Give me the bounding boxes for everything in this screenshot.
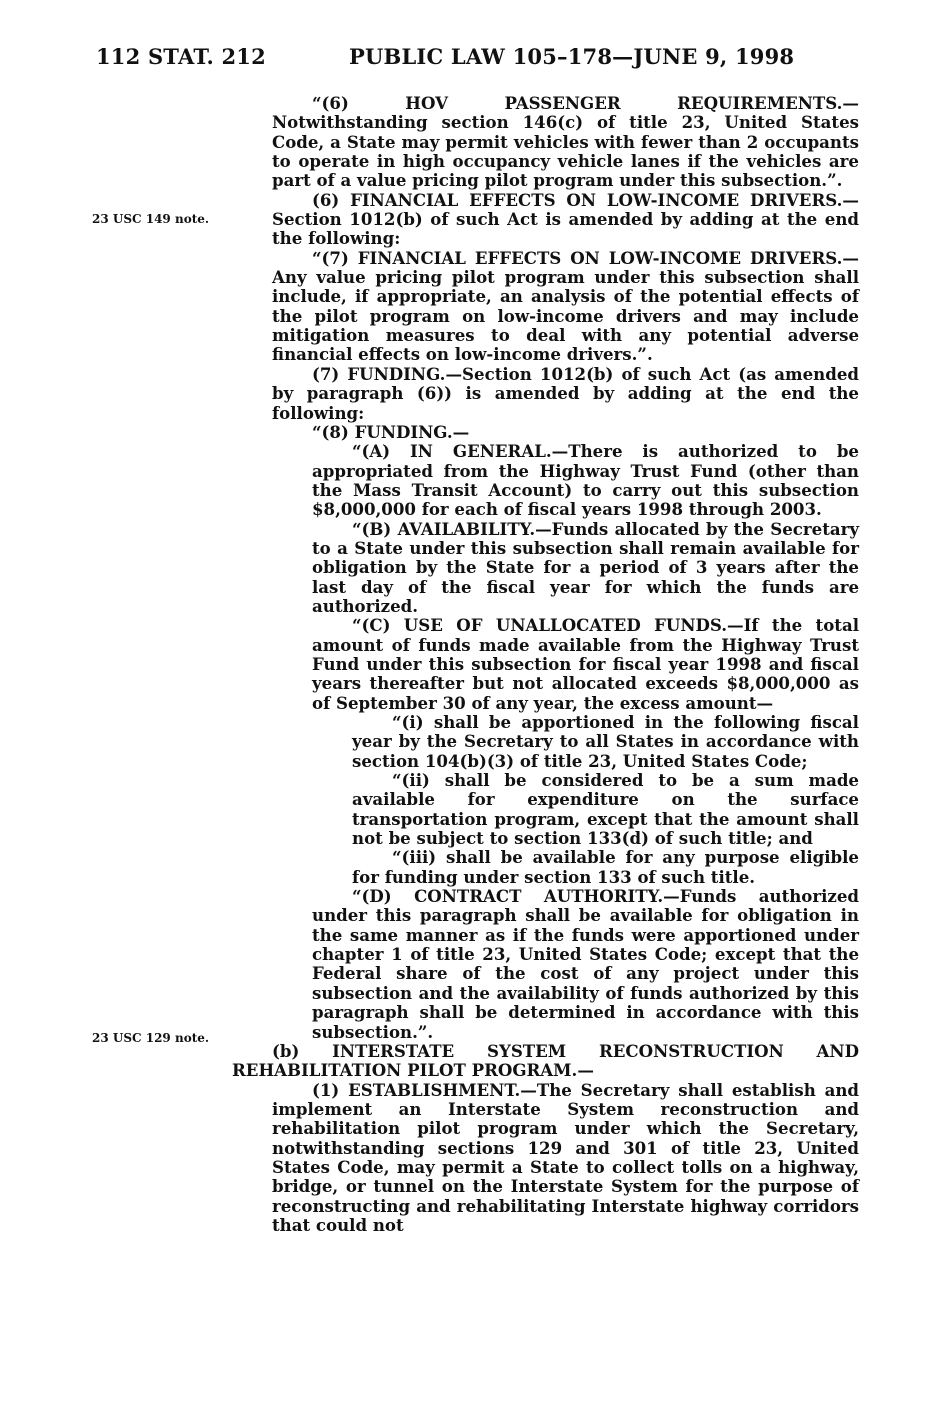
page-header bbox=[96, 44, 863, 74]
running-title: PUBLIC LAW 105–178—JUNE 9, 1998 bbox=[349, 44, 795, 69]
margin-note-149: 23 USC 149 note. bbox=[92, 212, 210, 226]
paragraph-hov-requirements: “(6) HOV PASSENGER REQUIREMENTS.—Notwithstanding section 146(c) of title 23, United States Code, a State may permit vehicles with fewer than 2 occupants to operate in high occupancy vehicle lanes if the vehicles are part of a value pricing pilot program under this subsection.”. bbox=[272, 93, 859, 191]
paragraph-funding-b: “(B) AVAILABILITY.—Funds allocated by the Secretary to a State under this subsection shall remain available for obligation by the State for a period of 3 years after the last day of the fiscal year for which the funds are authorized. bbox=[312, 518, 859, 616]
paragraph-funding-amendment: (7) FUNDING.—Section 1012(b) of such Act (as amended by paragraph (6)) is amended by adding at the end the following: bbox=[272, 363, 859, 423]
paragraph-funding-a: “(A) IN GENERAL.—There is authorized to be appropriated from the Highway Trust Fund (other than the Mass Transit Account) to carry out this subsection $8,000,000 for each of fiscal years 1998 through 2003. bbox=[312, 441, 859, 520]
paragraph-establishment: (1) ESTABLISHMENT.—The Secretary shall establish and implement an Interstate System reconstruction and rehabilitation pilot program under which the Secretary, notwithstanding sections 129 and 301 of title 23, United States Code, may permit a State to collect tolls on a highway, bridge, or tunnel on the Interstate System for the purpose of reconstructing and rehabilitating Interstate highway corridors that could not bbox=[272, 1079, 859, 1235]
body-text bbox=[232, 93, 859, 1235]
paragraph-funding-c-ii: “(ii) shall be considered to be a sum made available for expenditure on the surface transportation program, except that the amount shall not be subject to section 133(d) of such title; and bbox=[352, 770, 859, 849]
paragraph-funding-c-i: “(i) shall be apportioned in the following fiscal year by the Secretary to all States in accordance with section 104(b)(3) of title 23, United States Code; bbox=[352, 712, 859, 771]
paragraph-funding-c: “(C) USE OF UNALLOCATED FUNDS.—If the total amount of funds made available from the Highway Trust Fund under this subsection for fiscal year 1998 and fiscal years thereafter but not allocated exceeds $8,000,000 as of September 30 of any year, the excess amount— bbox=[312, 615, 859, 713]
margin-note-129: 23 USC 129 note. bbox=[92, 1031, 210, 1045]
paragraph-funding-d: “(D) CONTRACT AUTHORITY.—Funds authorized under this paragraph shall be available for obligation in the same manner as if the funds were apportioned under chapter 1 of title 23, United States Code; except that the Federal share of the cost of any project under this subsection and the availability of funds authorized by this paragraph shall be determined in accordance with this subsection.”. bbox=[312, 886, 859, 1042]
paragraph-financial-effects-text: “(7) FINANCIAL EFFECTS ON LOW-INCOME DRIVERS.—Any value pricing pilot program under this subsection shall include, if appropriate, an analysis of the potential effects of the pilot program on low-income drivers and may include mitigation measures to deal with any potential adverse financial effects on low-income drivers.”. bbox=[272, 247, 859, 365]
statute-page-number: 112 STAT. 212 bbox=[96, 44, 266, 69]
paragraph-interstate-heading: (b) INTERSTATE SYSTEM RECONSTRUCTION AND REHABILITATION PILOT PROGRAM.— bbox=[232, 1040, 859, 1081]
paragraph-financial-effects-amendment: (6) FINANCIAL EFFECTS ON LOW-INCOME DRIVERS.—Section 1012(b) of such Act is amended by adding at the end the following: bbox=[272, 189, 859, 249]
paragraph-funding-c-iii: “(iii) shall be available for any purpose eligible for funding under section 133 of such title. bbox=[352, 847, 859, 887]
paragraph-funding-heading: “(8) FUNDING.— bbox=[312, 421, 470, 442]
